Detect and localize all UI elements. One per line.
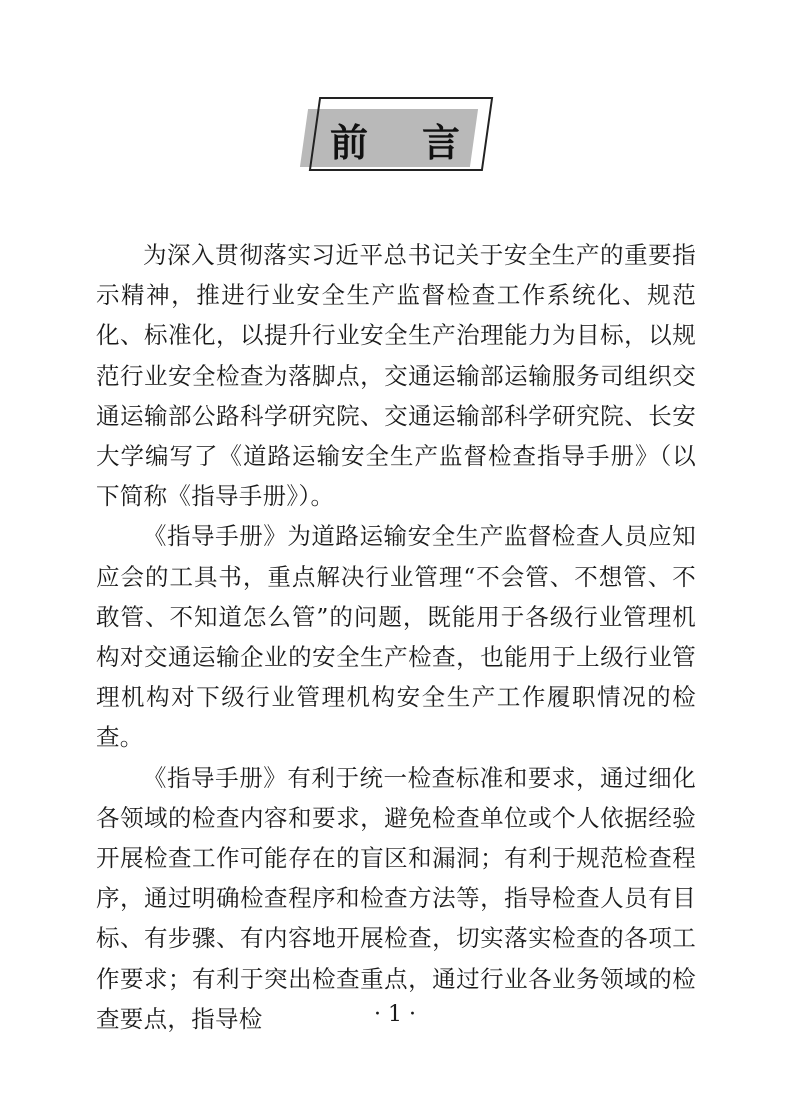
paragraph-1: 为深入贯彻落实习近平总书记关于安全生产的重要指示精神，推进行业安全生产监督检查工作系统化、规范化、标准化，以提升行业安全生产治理能力为目标，以规范行业安全检查为落脚点，交通运输部运输服务司组织交通运输部公路科学研究院、交通运输部科学研究院、长安大学编写了《道路运输安全生产监督检查指导手册》（以下简称《指导手册》）。 [96, 241, 696, 511]
paragraph-2: 《指导手册》为道路运输安全生产监督检查人员应知应会的工具书，重点解决行业管理“不会管、不想管、不敢管、不知道怎么管”的问题，既能用于各级行业管理机构对交通运输企业的安全生产检查，也能用于上级行业管理机构对下级行业管理机构安全生产工作履职情况的检查。 [96, 522, 696, 752]
page-number: · 1 · [374, 1002, 416, 1027]
body-text [96, 235, 696, 1039]
heading-char-2: 言 [421, 120, 460, 165]
chapter-heading [300, 93, 496, 175]
paragraph-3: 《指导手册》有利于统一检查标准和要求，通过细化各领域的检查内容和要求，避免检查单位或个人依据经验开展检查工作可能存在的盲区和漏洞；有利于规范检查程序，通过明确检查程序和检查方法等，指导检查人员有目标、有步骤、有内容地开展检查，切实落实检查的各项工作要求；有利于突出检查重点，通过行业各业务领域的检查要点，指导检 [96, 763, 696, 1033]
heading-title [300, 113, 490, 165]
heading-char-1: 前 [330, 120, 369, 165]
